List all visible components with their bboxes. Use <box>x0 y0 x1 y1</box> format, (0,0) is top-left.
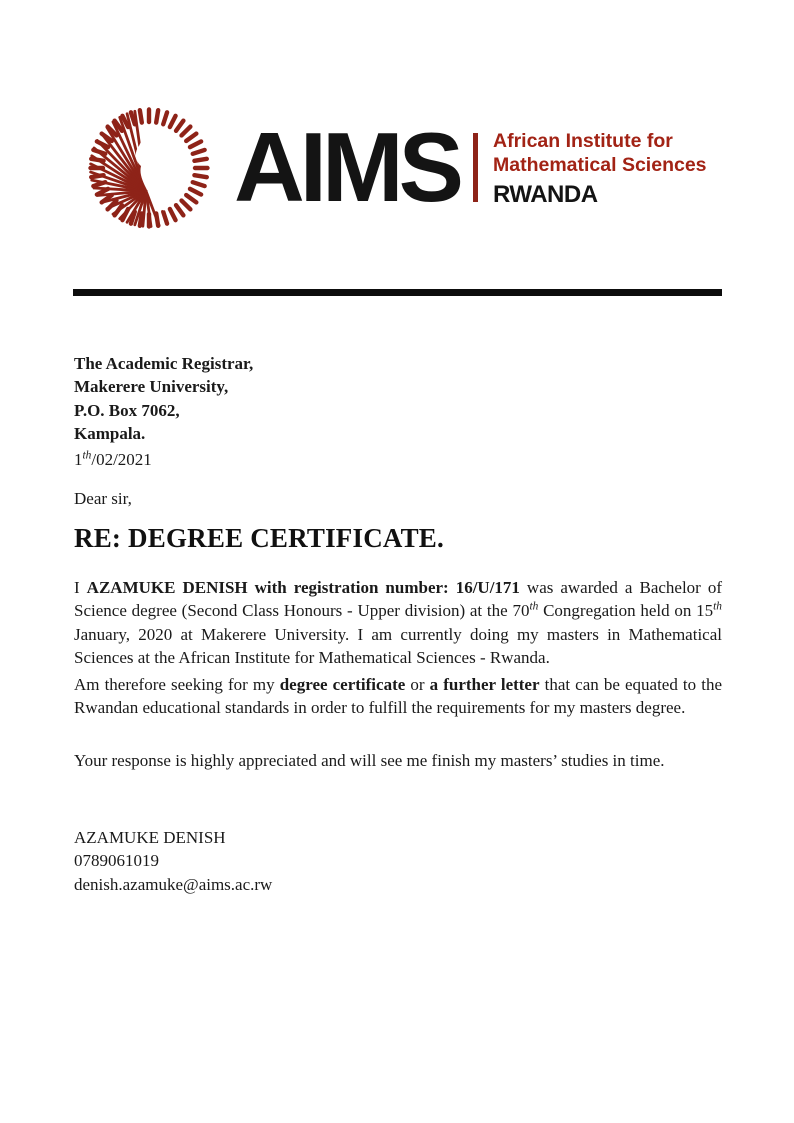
body-paragraph-2: Am therefore seeking for my degree certificate or a further letter that can be equated to the Rwandan educational standards in order to fulfill the requirements for my masters degree. <box>74 675 722 718</box>
aims-wordmark: AIMS <box>234 112 459 222</box>
header-rule <box>73 289 722 296</box>
logo-divider <box>473 133 478 202</box>
body-paragraph-1: I AZAMUKE DENISH with registration number: 16/U/171 was awarded a Bachelor of Science degree (Second Class Honours - Upper division) at the 70th Congregation held on 15th January, 2020 at Makerere University. I am currently doing my masters in Mathematical Sciences at the African Institute for Mathematical Sciences - Rwanda. <box>74 578 722 667</box>
salutation: Dear sir, <box>74 489 132 508</box>
text-line: AZAMUKE DENISH <box>74 828 226 847</box>
text-line: 0789061019 <box>74 851 159 871</box>
text-line: The Academic Registrar, <box>74 354 254 373</box>
text-line: P.O. Box 7062, <box>74 400 180 420</box>
org-name-line1: African Institute for <box>493 130 673 152</box>
org-name-block <box>493 130 707 208</box>
text-line: denish.azamuke@aims.ac.rw <box>74 874 273 894</box>
aims-sunburst-logo <box>86 106 212 230</box>
text-line: Kampala. <box>74 423 146 443</box>
org-country-label: RWANDA <box>493 181 598 208</box>
signature-block <box>74 826 722 896</box>
org-name-line2: Mathematical Sciences <box>493 153 707 176</box>
body-paragraph-3: Your response is highly appreciated and will see me finish my masters’ studies in time. <box>74 751 665 770</box>
letter-date: 1th/02/2021 <box>74 449 152 469</box>
text-line: Makerere University, <box>74 377 229 397</box>
subject-heading: RE: DEGREE CERTIFICATE. <box>74 523 444 553</box>
recipient-address <box>74 352 722 445</box>
